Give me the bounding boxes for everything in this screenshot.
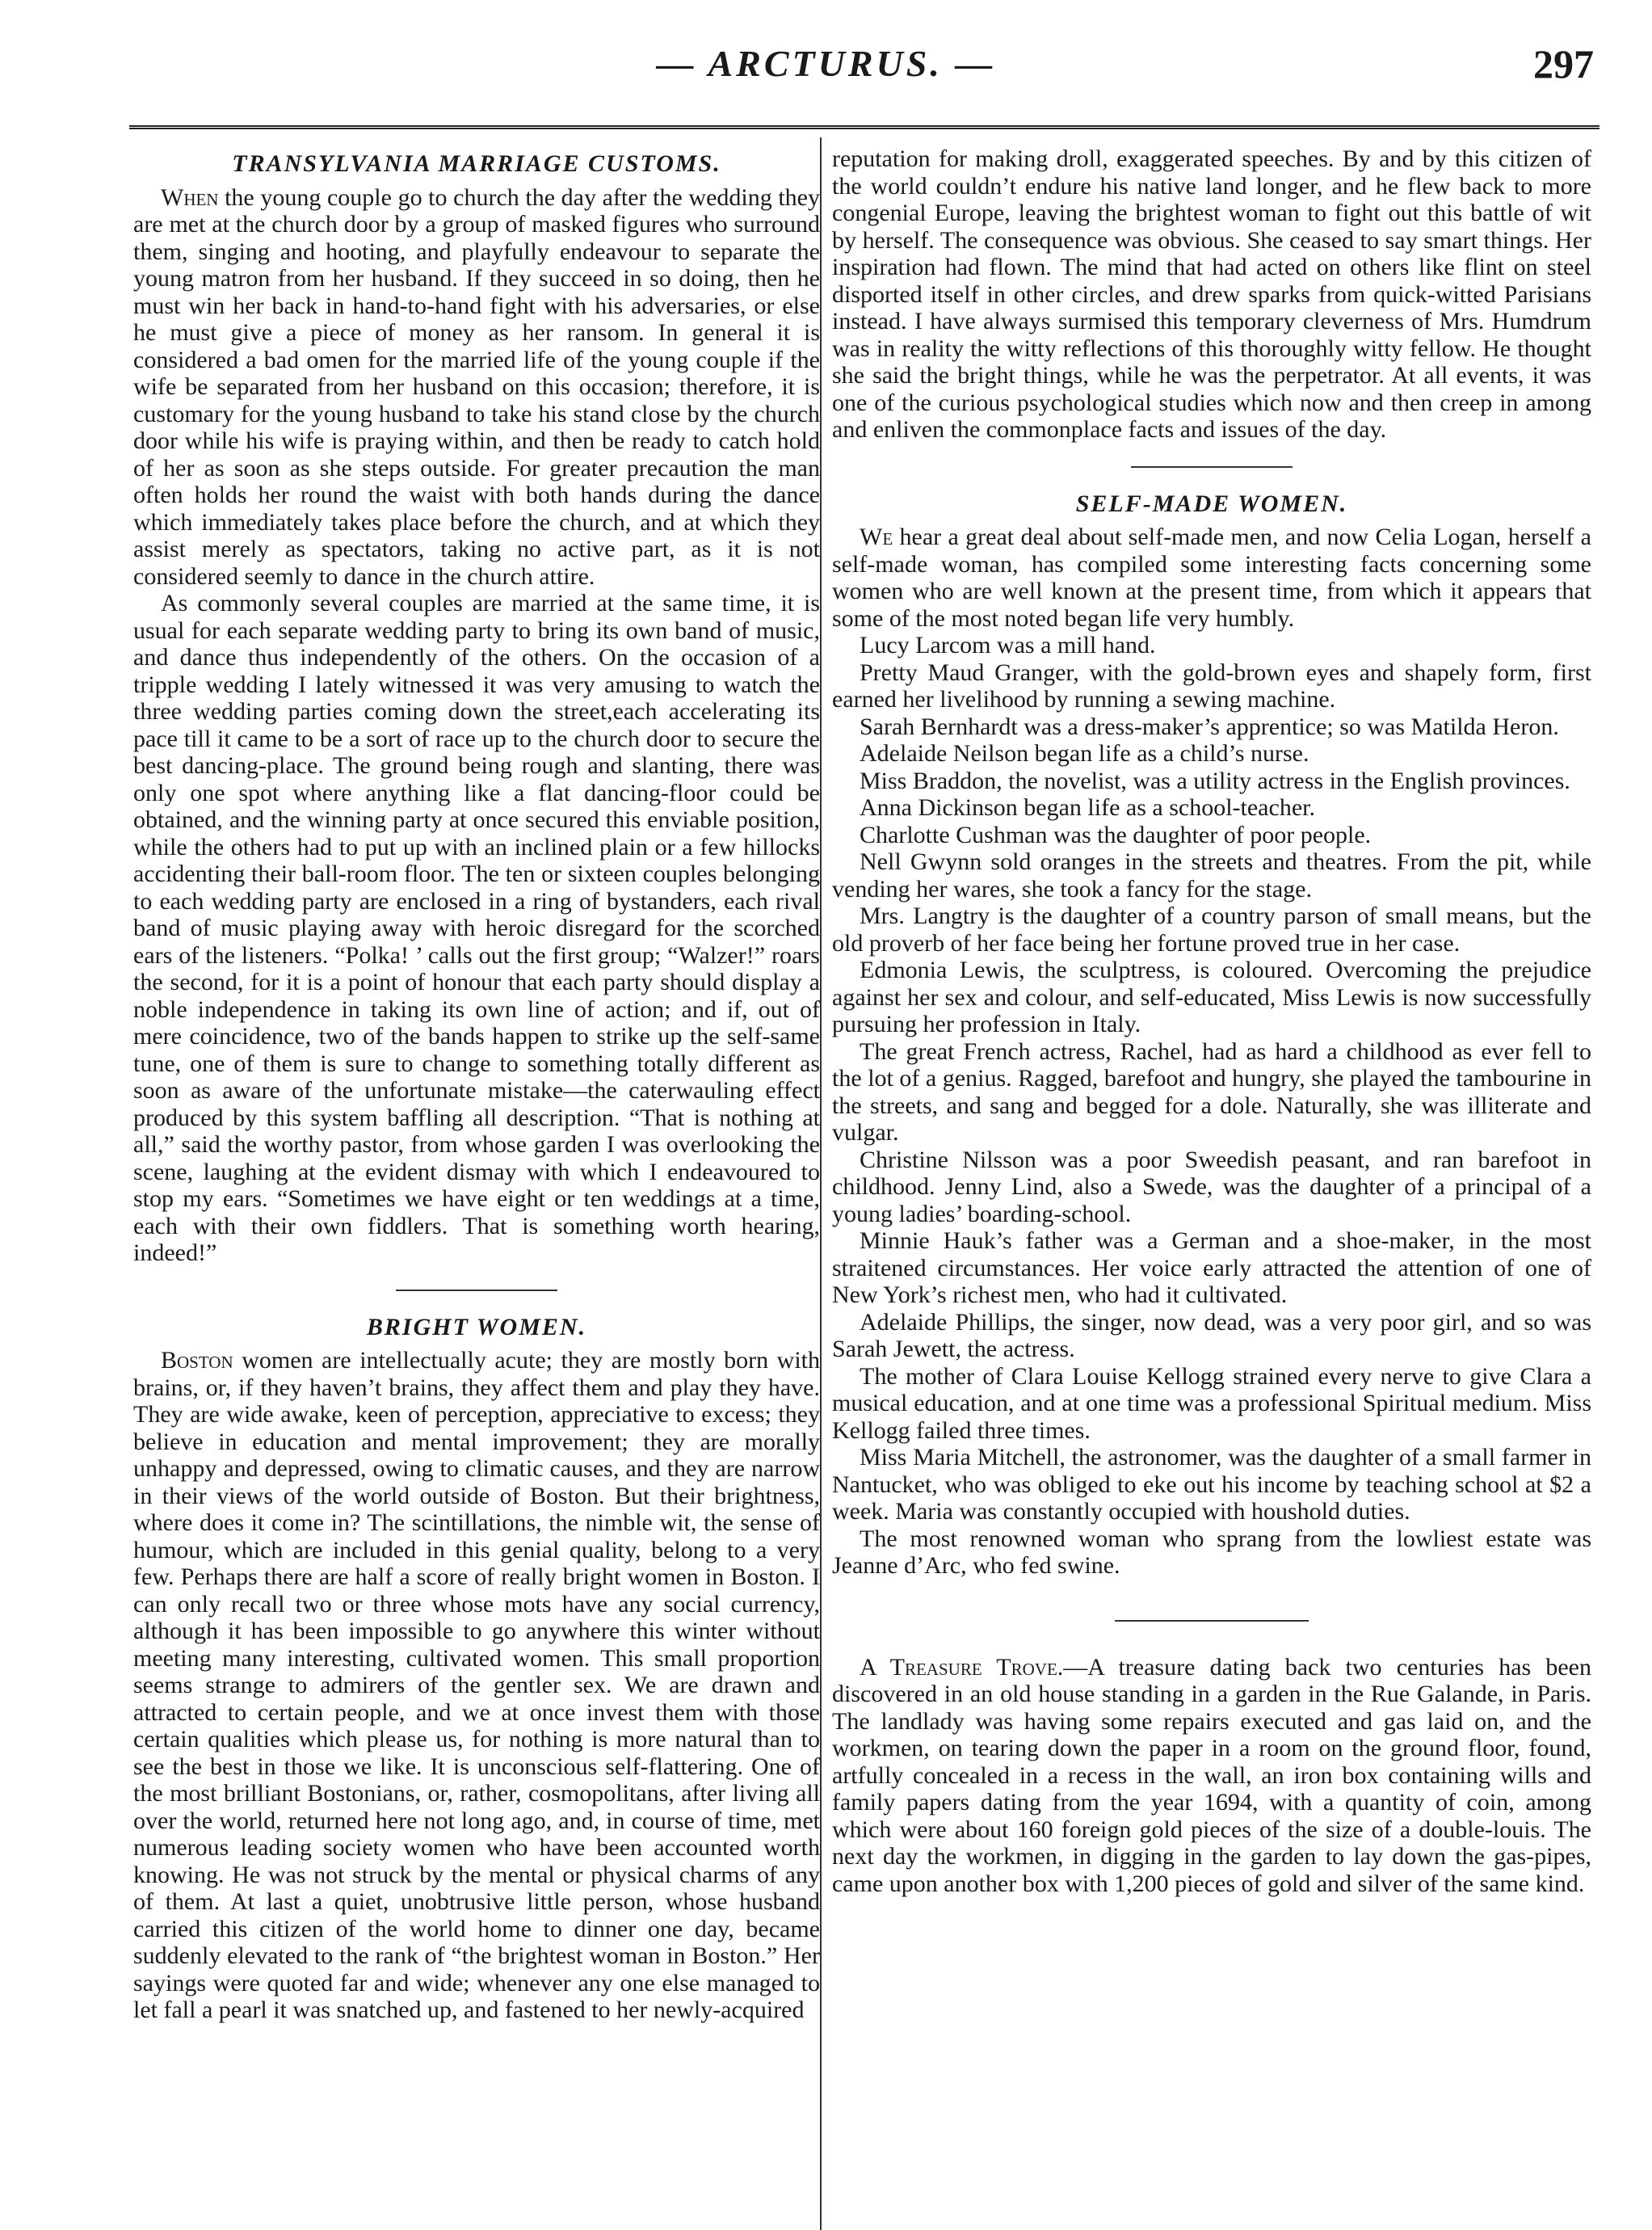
article-heading-transylvania: TRANSYLVANIA MARRIAGE CUSTOMS.: [232, 150, 721, 177]
column-divider: [820, 137, 822, 2230]
list-item: Pretty Maud Granger, with the gold-brown eyes and shapely form, first earned her livelihood by running a sewing machine.: [832, 658, 1591, 713]
list-item: Mrs. Langtry is the daughter of a country parson of small means, but the old proverb of her face being her fortune proved true in her case.: [832, 903, 1591, 957]
list-item: Christine Nilsson was a poor Sweedish peasant, and ran barefoot in childhood. Jenny Lind, also a Swede, was the daughter of a principal of a young ladies’ boarding-school.: [832, 1146, 1591, 1227]
list-item: Miss Braddon, the novelist, was a utility actress in the English provinces.: [860, 767, 1570, 794]
section-divider: [396, 1290, 557, 1291]
list-item: Adelaide Neilson began life as a child’s nurse.: [860, 740, 1309, 767]
left-column: [133, 145, 820, 2206]
header-rule: [129, 125, 1599, 129]
paragraph-text: —A treasure dating back two centuries has been discovered in an old house standing in a garden in the Rue Galande, in Paris. The landlady was having some repairs executed and gas laid on, and the workmen, on tearing down the paper in a room on the ground floor, found, artfully concealed in a recess in the wall, an iron box containing wills and family papers dating from the year 1694, with a quantity of coin, among which were about 160 foreign gold pieces of the size of a double-louis. The next day the workmen, in digging in the garden to lay down the gas-pipes, came upon another box with 1,200 pieces of gold and silver of the same kind.: [832, 1653, 1591, 1897]
article-paragraph: [133, 184, 820, 591]
list-item: Anna Dickinson began life as a school-teacher.: [860, 794, 1315, 821]
item-lead: A Treasure Trove.: [860, 1653, 1064, 1681]
right-column: [832, 145, 1591, 2206]
article-heading-bright-women: BRIGHT WOMEN.: [366, 1313, 587, 1340]
page-number: 297: [1533, 41, 1594, 86]
list-item: The mother of Clara Louise Kellogg strained every nerve to give Clara a musical education, and at one time was a professional Spiritual medium. Miss Kellogg failed three times.: [832, 1362, 1591, 1444]
article-paragraph-treasure-trove: [832, 1654, 1591, 1898]
list-item: Lucy Larcom was a mill hand.: [860, 632, 1156, 658]
section-divider: [1131, 466, 1293, 468]
list-item: Nell Gwynn sold oranges in the streets and theatres. From the pit, while vending her wares, she took a fancy for the stage.: [832, 848, 1591, 903]
article-continuation: reputation for making droll, exaggerated speeches. By and by this citizen of the world couldn’t endure his native land longer, and he flew back to more congenial Europe, leaving the brightest woman to fight out this battle of wit by herself. The consequence was obvious. She ceased to say smart things. Her inspiration had flown. The mind that had acted on others like flint on steel disported itself in other circles, and drew sparks from quick-witted Parisians instead. I have always surmised this temporary cleverness of Mrs. Humdrum was in reality the witty reflections of this thoroughly witty fellow. He thought she said the bright things, while he was the perpetrator. At all events, it was one of the curious psychological studies which now and then creep in among and enliven the commonplace facts and issues of the day.: [832, 145, 1591, 443]
article-paragraph: As commonly several couples are married at the same time, it is usual for each separate wedding party to bring its own band of music, and dance thus independently of the others. On the occasion of a tripple wedding I lately witnessed it was very amusing to watch the three wedding parties coming down the street,each accelerating its pace till it came to be a sort of race up to the church door to secure the best dancing-place. The ground being rough and slanting, there was only one spot where anything like a flat dancing-floor could be obtained, and the winning party at once secured this enviable position, while the others had to put up with an inclined plain or a few hillocks accidenting their ball-room floor. The ten or sixteen couples belonging to each wedding party are enclosed in a ring of bystanders, each rival band of music playing away with heroic disregard for the scorched ears of the listeners. “Polka! ’ calls out the first group; “Walzer!” roars the second, for it is a point of honour that each party should display a noble independence in taking its own line of action; and if, out of mere coincidence, two of the bands happen to strike up the self-same tune, one of them is sure to change to something totally different as soon as aware of the unfortunate mistake—the caterwauling effect produced by this system baffling all description. “That is nothing at all,” said the worthy pastor, from whose garden I was overlooking the scene, laughing at the evident dismay with which I endeavoured to stop my ears. “Sometimes we have eight or ten weddings at a time, each with their own fiddlers. That is something worth hearing, indeed!”: [133, 590, 820, 1266]
section-divider: [1115, 1620, 1309, 1622]
list-item: Adelaide Phillips, the singer, now dead, was a very poor girl, and so was Sarah Jewett, the actress.: [832, 1308, 1591, 1362]
article-heading-self-made-women: SELF-MADE WOMEN.: [1075, 490, 1348, 517]
dropcap-lead: Boston: [161, 1347, 233, 1374]
dropcap-lead: When: [161, 183, 219, 211]
list-item: Minnie Hauk’s father was a German and a shoe-maker, in the most straitened circumstances. Her voice early attracted the attention of one of New York’s richest men, who had it cultivated.: [832, 1227, 1591, 1308]
paragraph-text: the young couple go to church the day after the wedding they are met at the church door by a group of masked figures who surround them, singing and hooting, and playfully endeavour to separate the young matron from her husband. If they succeed in so doing, then he must win her back in hand-to-hand fight with his adversaries, or else he must give a piece of money as her ransom. In general it is considered a bad omen for the married life of the young couple if the wife be separated from her husband on this occasion; therefore, it is customary for the young husband to take his stand close by the church door while his wife is praying within, and then be ready to catch hold of her as soon as she steps outside. For greater precaution the man often holds her round the waist with both hands during the dance which immediately takes place before the church, and at which they assist merely as spectators, taking no active part, as it is not considered seemly to dance in the church attire.: [133, 183, 820, 590]
article-paragraph: [832, 524, 1591, 632]
list-item: Sarah Bernhardt was a dress-maker’s apprentice; so was Matilda Heron.: [860, 713, 1559, 740]
list-item: Charlotte Cushman was the daughter of poor people.: [860, 821, 1372, 848]
paragraph-text: women are intellectually acute; they are mostly born with brains, or, if they haven’t brains, they affect them and play they have. They are wide awake, keen of perception, appreciative to excess; they believe in education and mental improvement; they are morally unhappy and depressed, owing to climatic causes, and they are narrow in their views of the world outside of Boston. But their brightness, where does it come in? The scintillations, the nimble wit, the sense of humour, which are included in this genial quality, belong to a very few. Perhaps there are half a score of really bright women in Boston. I can only recall two or three whose mots have any social currency, although it has been impossible to go anywhere this winter without meeting many interesting, cultivated women. This small proportion seems strange to admirers of the gentler sex. We are drawn and attracted to certain people, and we at once invest them with those certain qualities which please us, for nothing is more natural than to see the best in those we like. It is unconscious self-flattering. One of the most brilliant Bostonians, or, rather, cosmopolitans, after living all over the world, returned here not long ago, and, in course of time, met numerous leading society women who have been accounted worth knowing. He was not struck by the mental or physical charms of any of them. At last a quiet, unobtrusive little person, whose husband carried this citizen of the world home to dinner one day, became suddenly elevated to the rank of “the brightest woman in Boston.” Her sayings were quoted far and wide; whenever any one else managed to let fall a pearl it was snatched up, and fastened to her newly-acquired: [133, 1347, 820, 2023]
article-paragraph: [133, 1347, 820, 2024]
list-item: The most renowned woman who sprang from the lowliest estate was Jeanne d’Arc, who fed swine.: [832, 1525, 1591, 1579]
list-item: The great French actress, Rachel, had as hard a childhood as ever fell to the lot of a genius. Ragged, barefoot and hungry, she played the tambourine in the streets, and sang and begged for a dole. Naturally, she was illiterate and vulgar.: [832, 1037, 1591, 1146]
list-item: Edmonia Lewis, the sculptress, is coloured. Overcoming the prejudice against her sex and colour, and self-educated, Miss Lewis is now successfully pursuing her profession in Italy.: [832, 957, 1591, 1037]
running-title: — ARCTURUS. —: [656, 43, 996, 84]
list-item: Miss Maria Mitchell, the astronomer, was the daughter of a small farmer in Nantucket, who was obliged to eke out his income by teaching school at $2 a week. Maria was constantly occupied with houshold duties.: [832, 1444, 1591, 1525]
dropcap-lead: We: [860, 524, 893, 550]
paragraph-text: hear a great deal about self-made men, and now Celia Logan, herself a self-made woman, has compiled some interesting facts concerning some women who are well known at the present time, from which it appears that some of the most noted began life very humbly.: [832, 524, 1591, 632]
